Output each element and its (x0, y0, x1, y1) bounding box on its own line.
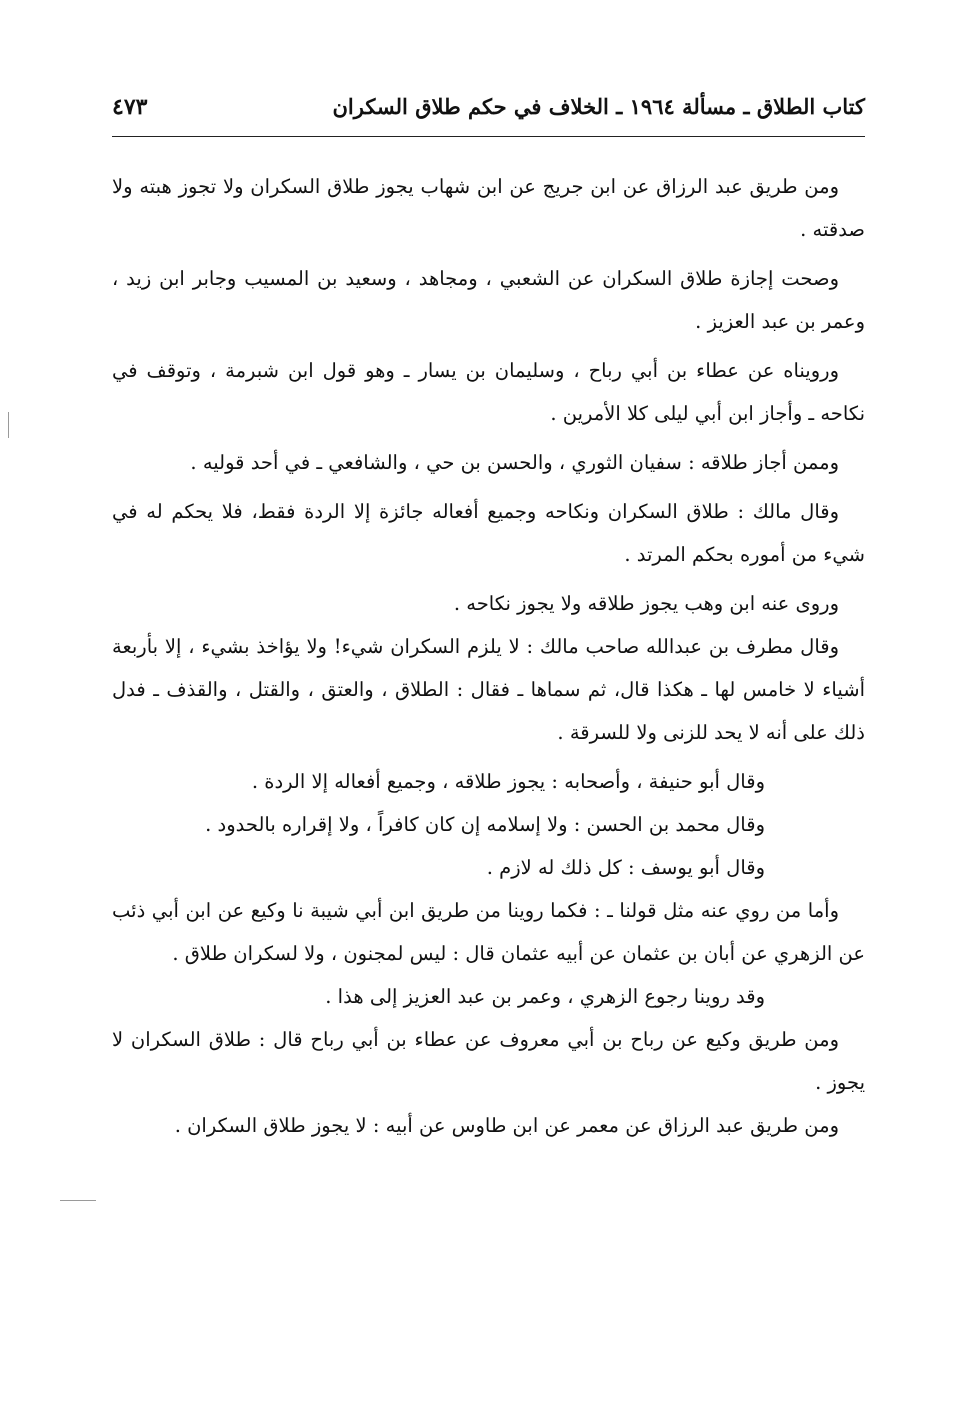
page-body (112, 165, 865, 1147)
paragraph: ومن طريق عبد الرزاق عن ابن جريج عن ابن شهاب يجوز طلاق السكران ولا تجوز هبته ولا صدقته . (112, 175, 865, 241)
paragraph: ورويناه عن عطاء بن أبي رباح ، وسليمان بن يسار ـ وهو قول ابن شبرمة ، وتوقف في نكاحه ـ وأجاز ابن أبي ليلى كلا الأمرين . (112, 359, 865, 425)
running-head: كتاب الطلاق ـ مسألة ١٩٦٤ ـ الخلاف في حكم طلاق السكران (332, 94, 865, 119)
paragraph: وقال أبو حنيفة ، وأصحابه : يجوز طلاقه ، وجميع أفعاله إلا الردة . (251, 770, 765, 793)
page-header (112, 88, 865, 137)
paragraph: وممن أجاز طلاقه : سفيان الثوري ، والحسن بن حي ، والشافعي ـ في أحد قوليه . (190, 451, 839, 474)
paragraph: وقد روينا رجوع الزهري ، وعمر بن عبد العزيز إلى هذا . (325, 985, 765, 1008)
paragraph: وقال مالك : طلاق السكران ونكاحه وجميع أفعاله جائزة إلا الردة فقط، فلا يحكم له في شيء من أموره بحكم المرتد . (112, 500, 865, 566)
paragraph: وقال محمد بن الحسن : ولا إسلامه إن كان كافراً ، ولا إقراره بالحدود . (205, 813, 765, 836)
page-number: ٤٧٣ (112, 94, 148, 120)
paragraph: وصحت إجازة طلاق السكران عن الشعبي ، ومجاهد ، وسعيد بن المسيب وجابر ابن زيد ، وعمر بن عبد العزيز . (112, 267, 865, 333)
scan-margin-mark (8, 412, 9, 438)
paragraph: وأما من روي عنه مثل قولنا ـ : فكما روينا من طريق ابن أبي شيبة نا وكيع عن ابن أبي ذئب عن الزهري عن أبان بن عثمان عن أبيه عثمان قال : ليس لمجنون ، ولا لسكران طلاق . (112, 899, 865, 965)
paragraph: وقال أبو يوسف : كل ذلك له لازم . (486, 856, 765, 879)
paragraph: ومن طريق عبد الرزاق عن معمر عن ابن طاوس عن أبيه : لا يجوز طلاق السكران . (174, 1114, 839, 1137)
paragraph: ومن طريق وكيع عن رباح بن أبي معروف عن عطاء بن أبي رباح قال : طلاق السكران لا يجوز . (112, 1028, 865, 1094)
paragraph: وقال مطرف بن عبدالله صاحب مالك : لا يلزم السكران شيء! ولا يؤاخذ بشيء ، إلا بأربعة أشياء لا خامس لها ـ هكذا قال، ثم سماها ـ فقال : الطلاق ، والعتق ، والقتل ، والقذف ـ فدل ذلك على أنه لا يحد للزنى ولا للسرقة . (112, 635, 865, 744)
scan-margin-mark (60, 1200, 96, 1201)
paragraph: وروى عنه ابن وهب يجوز طلاقه ولا يجوز نكاحه . (453, 592, 839, 615)
